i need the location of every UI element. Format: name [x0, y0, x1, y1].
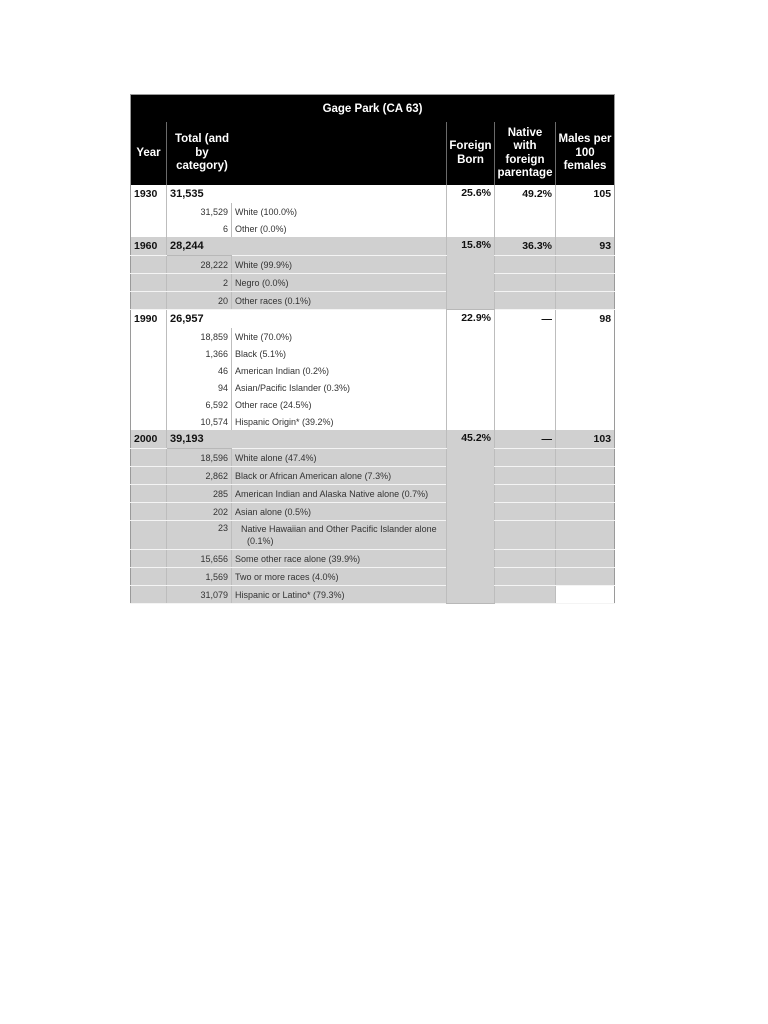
- table-row: [131, 379, 615, 396]
- header-males-per-100-females: Males per 100 females: [556, 122, 615, 185]
- native-foreign-cell: 36.3%: [495, 237, 556, 256]
- table-row: [131, 449, 615, 467]
- year-group-1990: [131, 310, 615, 431]
- year-cell: 1930: [131, 185, 167, 203]
- foreign-born-cell: 25.6%: [447, 185, 495, 237]
- table-row: [131, 310, 615, 329]
- category-label: Other (0.0%): [235, 223, 287, 234]
- category-count: 23: [167, 521, 232, 550]
- header-total: Total (and by category): [174, 133, 230, 173]
- males-cell: 105: [556, 185, 615, 203]
- table-row: [131, 430, 615, 449]
- category-count: 6: [167, 220, 232, 237]
- census-table: [130, 94, 615, 604]
- category-count: 285: [167, 485, 232, 503]
- native-foreign-cell: 49.2%: [495, 185, 556, 203]
- year-group-2000: [131, 430, 615, 604]
- year-cell: 2000: [131, 430, 167, 449]
- table-title: Gage Park (CA 63): [131, 95, 615, 123]
- table-row: [131, 396, 615, 413]
- category-label: Other races (0.1%): [232, 292, 447, 310]
- category-label: White alone (47.4%): [232, 449, 447, 467]
- year-group-1930: [131, 185, 615, 237]
- category-label: Negro (0.0%): [232, 274, 447, 292]
- category-count: 28,222: [167, 256, 232, 274]
- males-cell: 93: [556, 237, 615, 256]
- category-label: American Indian (0.2%): [235, 365, 330, 376]
- males-cell: 103: [556, 430, 615, 449]
- table-row: [131, 292, 615, 310]
- total-cell: 28,244: [167, 237, 232, 256]
- category-label: Two or more races (4.0%): [232, 568, 447, 586]
- table-row: [131, 220, 615, 237]
- category-count: 15,656: [167, 550, 232, 568]
- native-foreign-cell: —: [495, 430, 556, 449]
- table-row: [131, 568, 615, 586]
- category-label: Hispanic Origin* (39.2%): [235, 416, 334, 427]
- header-foreign-born: Foreign Born: [447, 122, 495, 185]
- total-cell: 39,193: [167, 430, 232, 449]
- category-count: 2,862: [167, 467, 232, 485]
- category-label: Asian alone (0.5%): [232, 503, 447, 521]
- header-year: Year: [131, 122, 167, 185]
- category-label: White (100.0%): [235, 206, 298, 217]
- category-count: 1,366: [167, 345, 232, 362]
- foreign-born-cell: 15.8%: [447, 237, 495, 310]
- category-count: 46: [167, 362, 232, 379]
- table-row: [131, 328, 615, 345]
- category-label: Black (5.1%): [235, 348, 287, 359]
- table-row: [131, 550, 615, 568]
- foreign-born-cell: 45.2%: [447, 430, 495, 604]
- table-row: [131, 503, 615, 521]
- category-count: 94: [167, 379, 232, 396]
- table-row: [131, 467, 615, 485]
- category-label: Asian/Pacific Islander (0.3%): [235, 382, 351, 393]
- category-label: Native Hawaiian and Other Pacific Islander alone (0.1%): [241, 524, 437, 546]
- foreign-born-cell: 22.9%: [447, 310, 495, 431]
- category-count: 202: [167, 503, 232, 521]
- category-count: 1,569: [167, 568, 232, 586]
- category-count: 10,574: [167, 413, 232, 430]
- total-cell: 31,535: [170, 188, 204, 200]
- category-count: 31,079: [167, 586, 232, 604]
- table-row: [131, 345, 615, 362]
- table-row: [131, 185, 615, 203]
- category-label: Some other race alone (39.9%): [232, 550, 447, 568]
- table-row: [131, 521, 615, 550]
- category-label: Hispanic or Latino* (79.3%): [232, 586, 447, 604]
- category-label: American Indian and Alaska Native alone (0.7%): [232, 485, 447, 503]
- table-row: [131, 413, 615, 430]
- table-row: [131, 256, 615, 274]
- category-count: 2: [167, 274, 232, 292]
- table-row: [131, 274, 615, 292]
- males-cell: 98: [556, 310, 615, 329]
- category-label: Black or African American alone (7.3%): [232, 467, 447, 485]
- table-row: [131, 362, 615, 379]
- header-native-foreign-parentage: Native with foreign parentage: [495, 122, 556, 185]
- year-cell: 1990: [131, 310, 167, 329]
- table-row: [131, 237, 615, 256]
- native-foreign-cell: —: [495, 310, 556, 329]
- category-count: 20: [167, 292, 232, 310]
- table-row: [131, 485, 615, 503]
- category-count: 18,859: [167, 328, 232, 345]
- category-label: Other race (24.5%): [235, 399, 312, 410]
- table-row: [131, 203, 615, 220]
- year-cell: 1960: [131, 237, 167, 256]
- category-count: 6,592: [167, 396, 232, 413]
- total-cell: 26,957: [170, 313, 204, 325]
- category-count: 18,596: [167, 449, 232, 467]
- year-group-1960: [131, 237, 615, 310]
- category-label: White (99.9%): [232, 256, 447, 274]
- table-row: [131, 586, 615, 604]
- category-count: 31,529: [167, 203, 232, 220]
- category-label: White (70.0%): [235, 331, 293, 342]
